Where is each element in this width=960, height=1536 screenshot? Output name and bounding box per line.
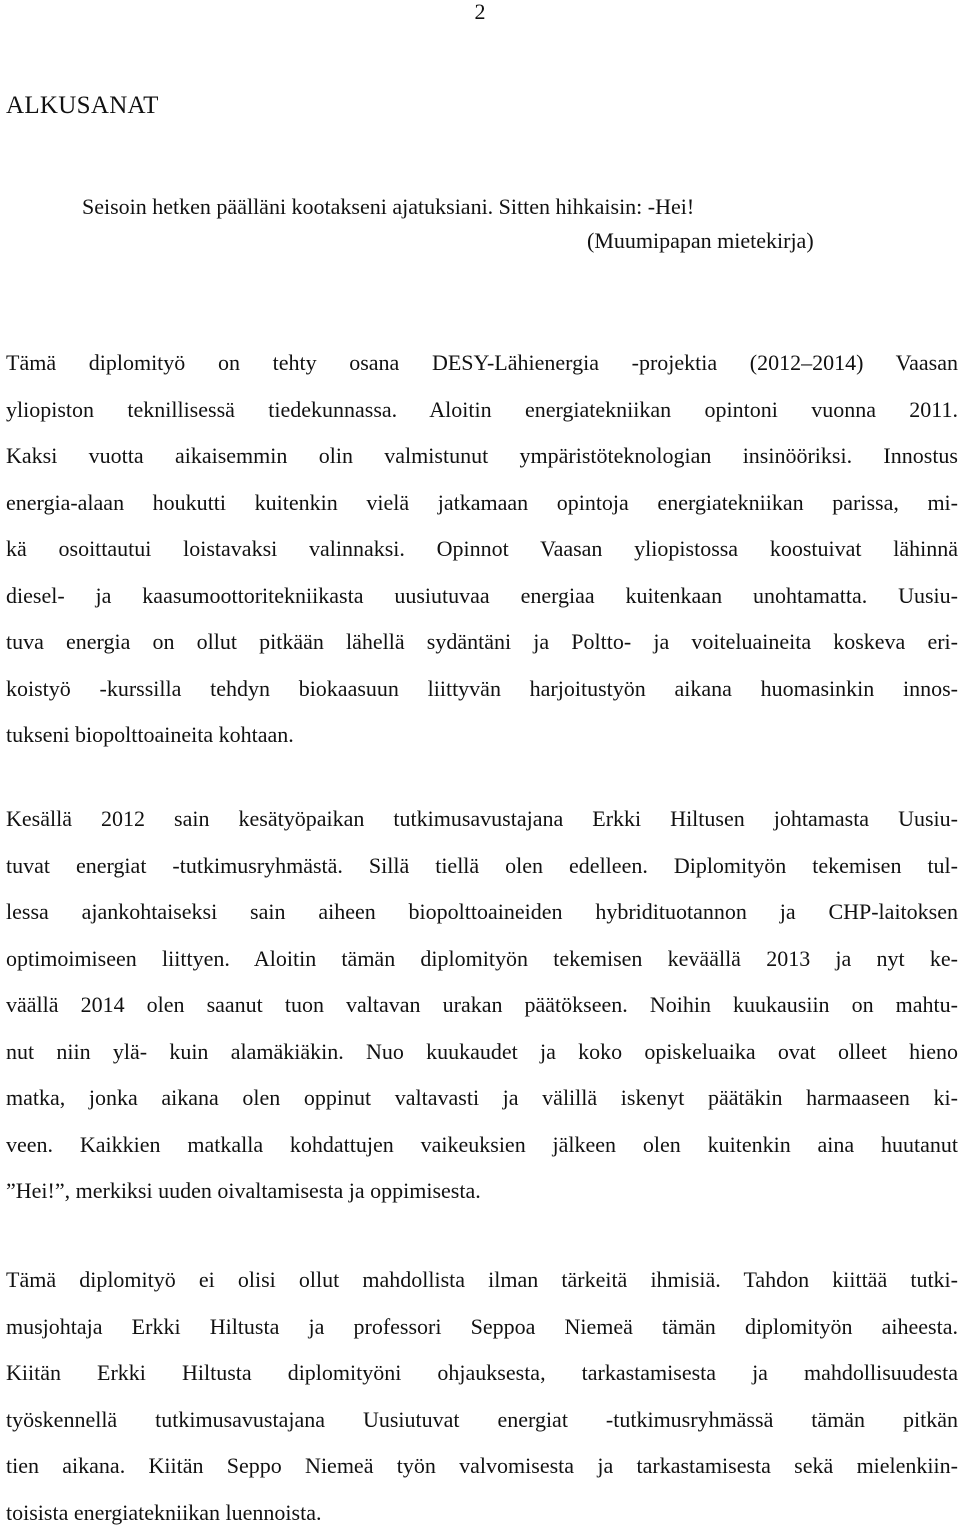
paragraph-acknowledgements [6, 1257, 958, 1536]
paragraph-line: koistyö -kurssilla tehdyn biokaasuun liittyvän harjoitustyön aikana huomasinkin innos- [6, 666, 958, 713]
paragraph-line: toisista energiatekniikan luennoista. [6, 1490, 958, 1536]
page-number: 2 [0, 0, 960, 26]
paragraph-line: kä osoittautui loistavaksi valinnaksi. Opinnot Vaasan yliopistossa koostuivat lähinnä [6, 526, 958, 573]
paragraph-line: optimoimiseen liittyen. Aloitin tämän diplomityön tekemisen keväällä 2013 ja nyt ke- [6, 936, 958, 983]
paragraph-line: tukseni biopolttoaineita kohtaan. [6, 712, 958, 759]
paragraph-line: yliopiston teknillisessä tiedekunnassa. Aloitin energiatekniikan opintoni vuonna 2011. [6, 387, 958, 434]
paragraph-line: tien aikana. Kiitän Seppo Niemeä työn valvomisesta ja tarkastamisesta sekä mielenkiin- [6, 1443, 958, 1490]
paragraph-line: Kesällä 2012 sain kesätyöpaikan tutkimusavustajana Erkki Hiltusen johtamasta Uusiu- [6, 796, 958, 843]
epigraph-source: (Muumipapan mietekirja) [82, 224, 814, 258]
paragraph-line: musjohtaja Erkki Hiltusta ja professori Seppoa Niemeä tämän diplomityön aiheesta. [6, 1304, 958, 1351]
paragraph-line: ”Hei!”, merkiksi uuden oivaltamisesta ja oppimisesta. [6, 1168, 958, 1215]
epigraph-text: Seisoin hetken päälläni kootakseni ajatuksiani. Sitten hihkaisin: -Hei! [82, 194, 694, 219]
paragraph-line: tuva energia on ollut pitkään lähellä sydäntäni ja Poltto- ja voiteluaineita koskeva eri- [6, 619, 958, 666]
paragraph-line: Kaksi vuotta aikaisemmin olin valmistunut ympäristöteknologian insinööriksi. Innostus [6, 433, 958, 480]
paragraph-line: Tämä diplomityö ei olisi ollut mahdollista ilman tärkeitä ihmisiä. Tahdon kiittää tutki- [6, 1257, 958, 1304]
section-heading: ALKUSANAT [6, 90, 159, 122]
paragraph-line: Kiitän Erkki Hiltusta diplomityöni ohjauksesta, tarkastamisesta ja mahdollisuudesta [6, 1350, 958, 1397]
paragraph-line: työskennellä tutkimusavustajana Uusiutuvat energiat -tutkimusryhmässä tämän pitkän [6, 1397, 958, 1444]
paragraph-line: lessa ajankohtaiseksi sain aiheen biopolttoaineiden hybridituotannon ja CHP-laitoksen [6, 889, 958, 936]
epigraph [82, 190, 814, 258]
paragraph-line: nut niin ylä- kuin alamäkiäkin. Nuo kuukaudet ja koko opiskeluaika ovat olleet hieno [6, 1029, 958, 1076]
paragraph-line: tuvat energiat -tutkimusryhmästä. Sillä tiellä olen edelleen. Diplomityön tekemisen tul- [6, 843, 958, 890]
paragraph-line: veen. Kaikkien matkalla kohdattujen vaikeuksien jälkeen olen kuitenkin aina huutanut [6, 1122, 958, 1169]
paragraph-line: väällä 2014 olen saanut tuon valtavan urakan päätökseen. Noihin kuukausiin on mahtu- [6, 982, 958, 1029]
paragraph-thesis-work [6, 796, 958, 1215]
paragraph-line: energia-alaan houkutti kuitenkin vielä jatkamaan opintoja energiatekniikan parissa, mi- [6, 480, 958, 527]
paragraph-line: diesel- ja kaasumoottoritekniikasta uusiutuvaa energiaa kuitenkaan unohtamatta. Uusiu- [6, 573, 958, 620]
paragraph-line: matka, jonka aikana olen oppinut valtavasti ja välillä iskenyt päätäkin harmaaseen ki- [6, 1075, 958, 1122]
paragraph-project-background [6, 340, 958, 759]
paragraph-line: Tämä diplomityö on tehty osana DESY-Lähienergia -projektia (2012–2014) Vaasan [6, 340, 958, 387]
